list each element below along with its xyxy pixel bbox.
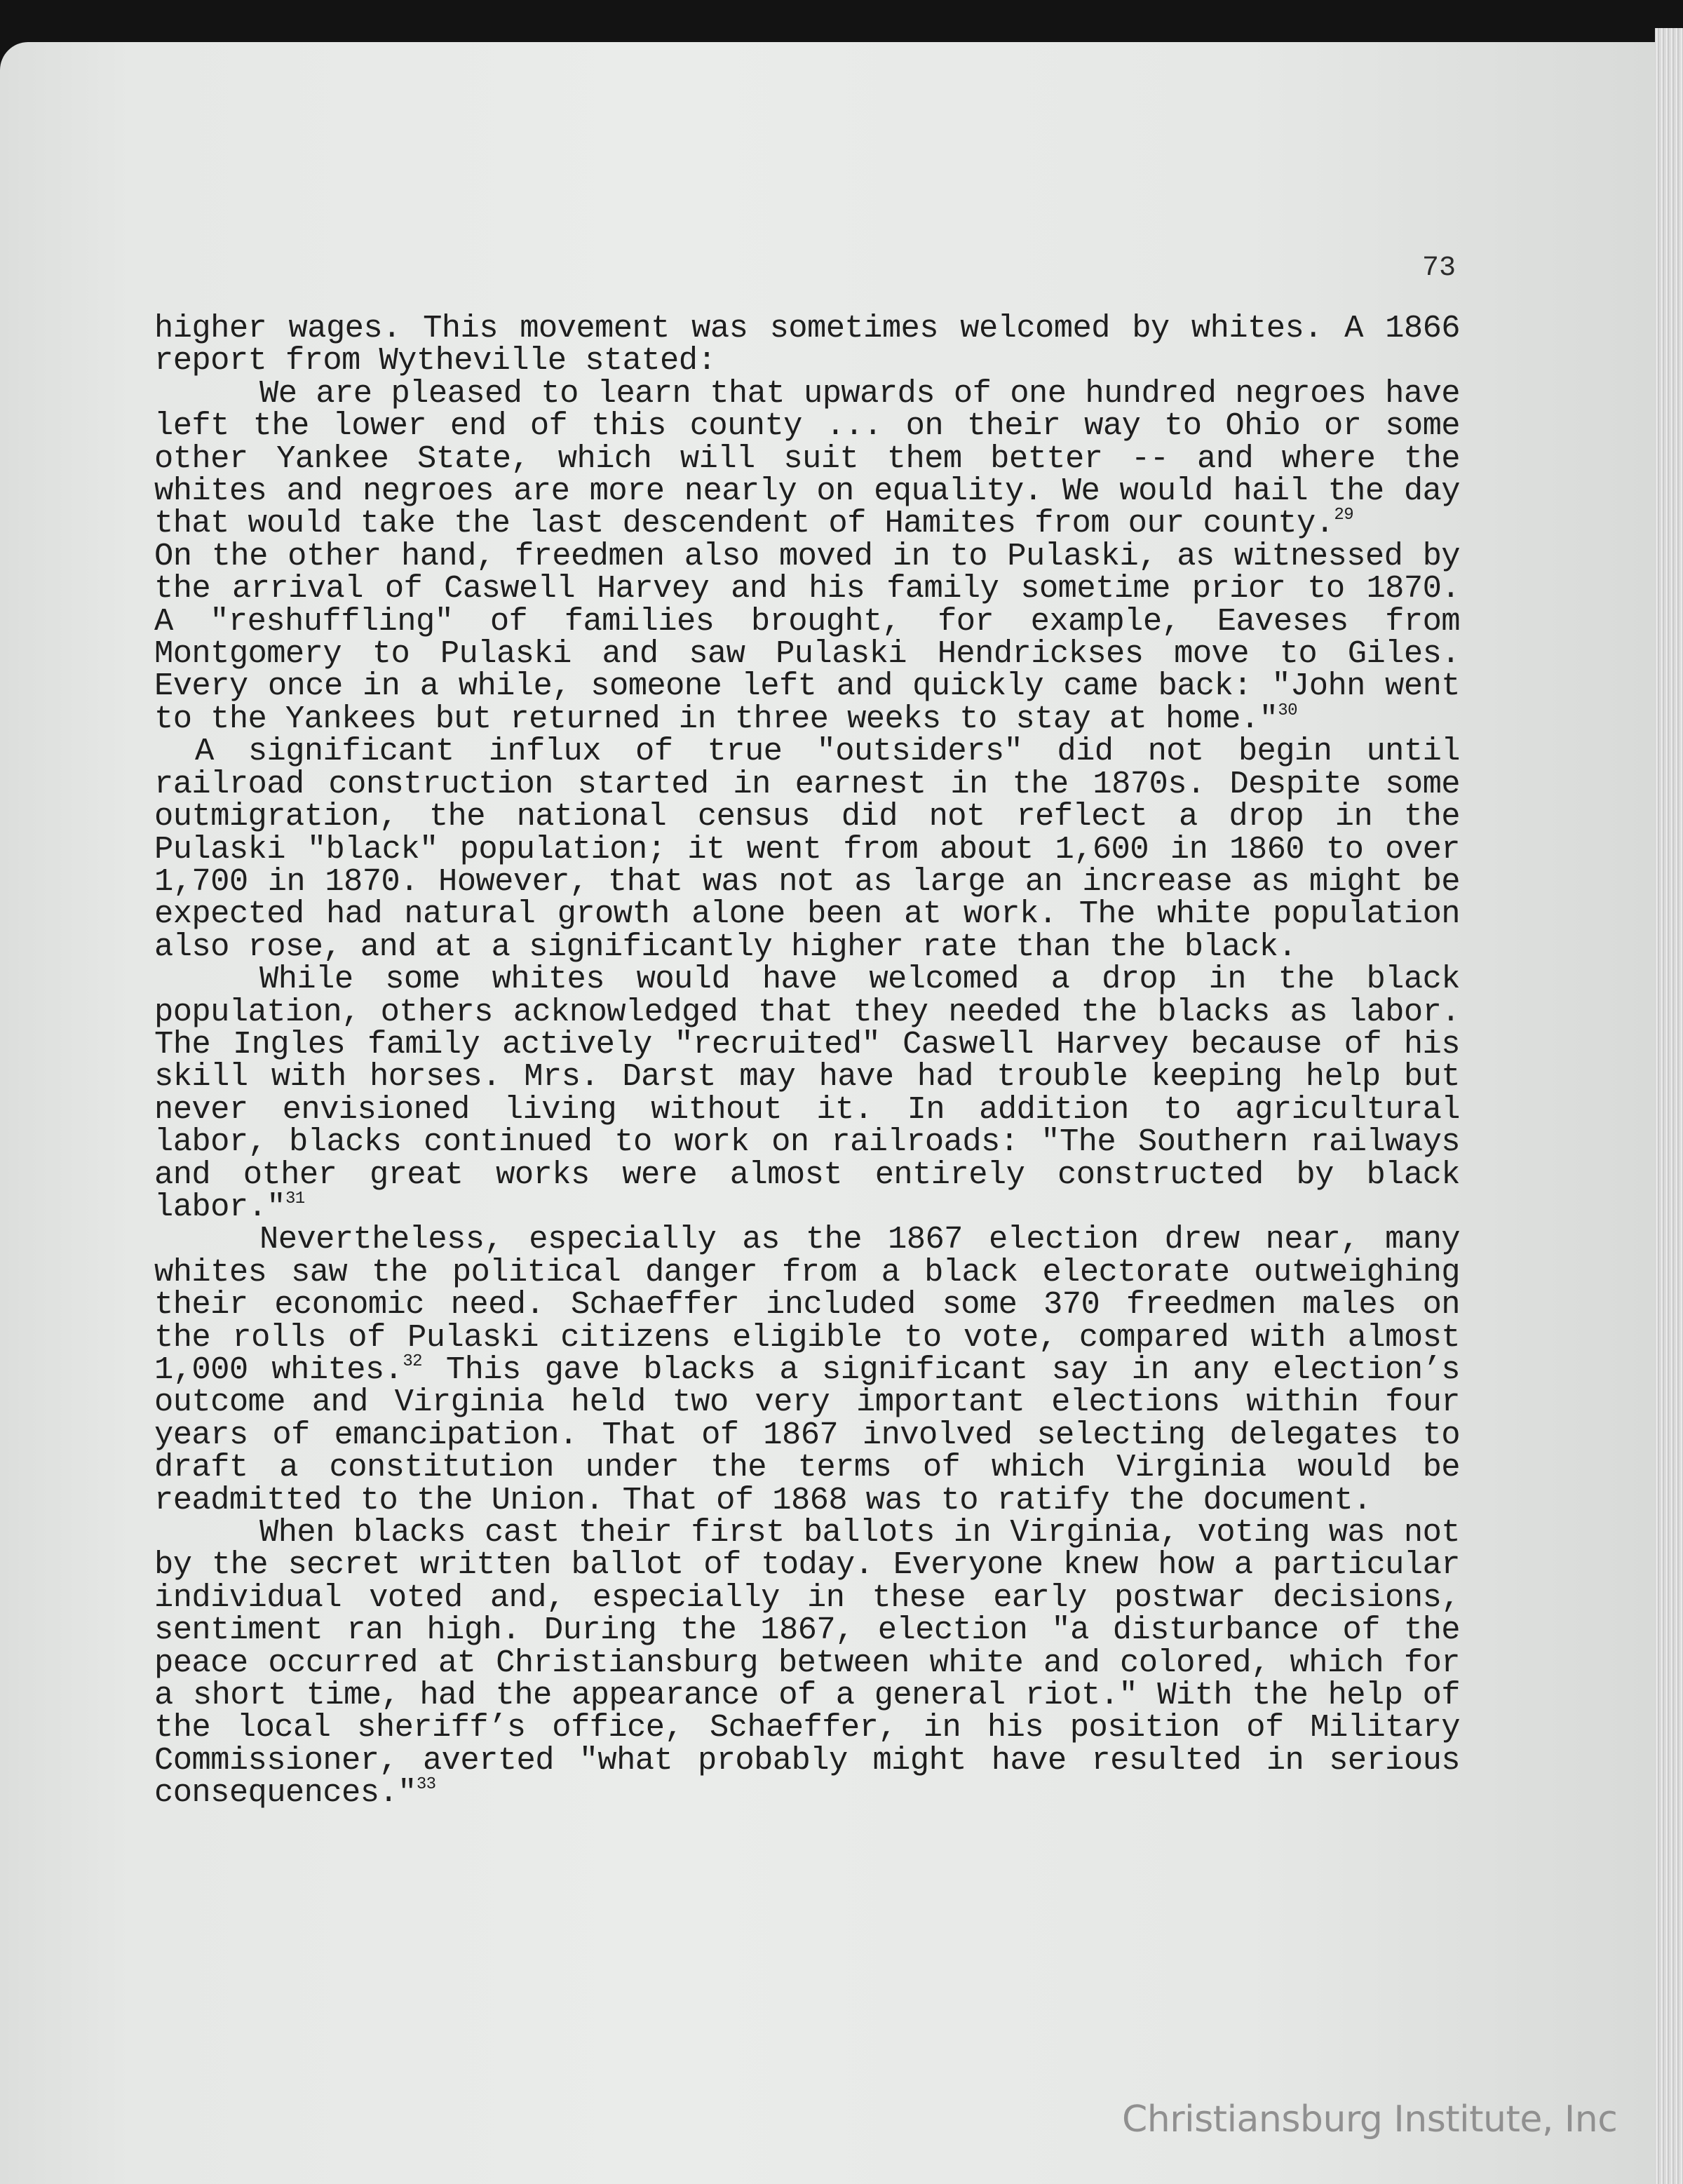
footnote-ref-32: 32 — [403, 1352, 422, 1371]
paragraph-5-text-b: This gave blacks a significant say in any election’s outcome and Virginia held two very important elections within four years of emancipation. That of 1867 involved selecting delegates to draft a constitution under the terms of which Virginia would be readmitted to the Union. That of 1868 was to ratify the document. — [154, 1351, 1460, 1518]
footnote-ref-30: 30 — [1278, 701, 1297, 720]
page-stack-edge — [1655, 28, 1683, 2184]
paragraph-5-text-a: Nevertheless, especially as the 1867 election drew near, many whites saw the political danger from a black electorate outweighing their economic need. Schaeffer included some 370 freedmen males on the rolls of Pulaski citizens eligible to vote, compared with almost 1,000 whites. — [154, 1221, 1460, 1388]
paragraph-3-text: A significant influx of true "outsiders" did not begin until railroad construction started in earnest in the 1870s. Despite some outmigration, the national census did not reflect a drop in the Pulaski "black" population; it went from about 1,600 in 1860 to over 1,700 in 1870. However, that was not as large an increase as might be expected had natural growth alone been at work. The white population also rose, and at a significantly higher rate than the black. — [154, 733, 1460, 965]
paragraph-4 — [154, 963, 1460, 1223]
paragraph-3 — [154, 735, 1460, 963]
paragraph-4-text: While some whites would have welcomed a drop in the black population, others acknowledged that they needed the blacks as labor. The Ingles family actively "recruited" Caswell Harvey because of his skill with horses. Mrs. Darst may have had trouble keeping help but never envisioned living without it. In addition to agricultural labor, blacks continued to work on railroads: "The Southern railways and other great works were almost entirely constructed by black labor." — [154, 961, 1460, 1225]
block-quote — [154, 377, 1460, 540]
block-quote-text: We are pleased to learn that upwards of one hundred negroes have left the lower end of this county ... on their way to Ohio or some other Yankee State, which will suit them better -- and where the whites and negroes are more nearly on equality. We would hail the day that would take the last descendent of Hamites from our county. — [154, 375, 1460, 542]
watermark: Christiansburg Institute, Inc — [1122, 2098, 1618, 2141]
paragraph-5 — [154, 1223, 1460, 1516]
paragraph-6 — [154, 1514, 1460, 1812]
body-text — [154, 310, 1460, 1812]
footnote-ref-31: 31 — [285, 1189, 305, 1208]
paragraph-6-text: When blacks cast their first ballots in Virginia, voting was not by the secret written ballot of today. Everyone knew how a particular individual voted and, especially in these early postwar decisions, sentiment ran high. During the 1867, election "a disturbance of the peace occurred at Christiansburg between white and colored, which for a short time, had the appearance of a general riot." With the help of the local sheriff’s office, Schaeffer, in his position of Military Commissioner, averted "what probably might have resulted in serious consequences." — [154, 1514, 1460, 1812]
page-number: 73 — [1422, 252, 1456, 284]
paragraph-2 — [154, 537, 1460, 737]
paragraph-1 — [154, 312, 1460, 377]
paragraph-2-text: On the other hand, freedmen also moved in to Pulaski, as witnessed by the arrival of Caswell Harvey and his family sometime prior to 1870. A "reshuffling" of families brought, for example, Eaveses from Montgomery to Pulaski and saw Pulaski Hendrickses move to Giles. Every once in a while, someone left and quickly came back: "John went to the Yankees but returned in three weeks to stay at home." — [154, 537, 1460, 737]
footnote-ref-29: 29 — [1334, 506, 1353, 525]
document-page — [0, 42, 1655, 2184]
paragraph-1-text: higher wages. This movement was sometimes welcomed by whites. A 1866 report from Wytheville stated: — [154, 310, 1460, 379]
footnote-ref-33: 33 — [416, 1775, 436, 1795]
